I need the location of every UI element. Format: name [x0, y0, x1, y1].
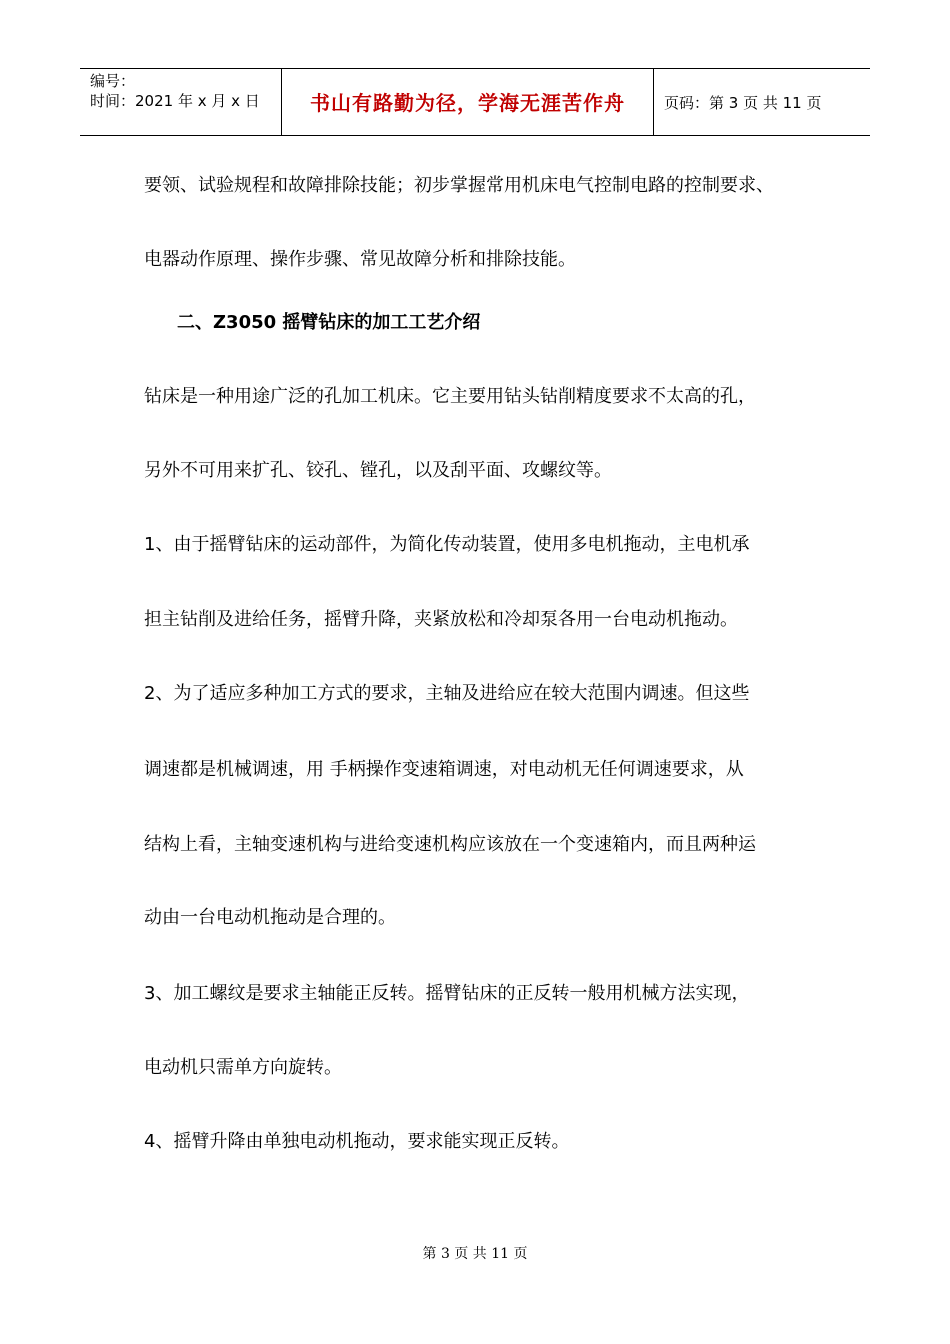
body-text-line: 动由一台电动机拖动是合理的。 — [144, 907, 396, 928]
body-text-line: 担主钻削及进给任务，摇臂升降，夹紧放松和冷却泵各用一台电动机拖动。 — [144, 609, 738, 630]
body-text-line: 调速都是机械调速，用 手柄操作变速箱调速，对电动机无任何调速要求，从 — [144, 759, 744, 780]
body-text-line: 要领、试验规程和故障排除技能；初步掌握常用机床电气控制电路的控制要求、 — [144, 175, 774, 196]
header-motto-cell — [282, 69, 654, 135]
document-time-label: 时间：2021 年 x 月 x 日 — [90, 92, 260, 110]
page-footer: 第 3 页 共 11 页 — [422, 1246, 528, 1262]
header-page-cell — [654, 69, 870, 135]
body-text-line: 钻床是一种用途广泛的孔加工机床。它主要用钻头钻削精度要求不太高的孔， — [144, 386, 756, 407]
header-page-info: 页码：第 3 页 共 11 页 — [664, 94, 822, 112]
body-text-line: 1、由于摇臂钻床的运动部件，为简化传动装置，使用多电机拖动，主电机承 — [144, 534, 750, 555]
body-text-line: 4、摇臂升降由单独电动机拖动，要求能实现正反转。 — [144, 1131, 570, 1152]
document-header — [80, 68, 870, 136]
body-text-line: 结构上看，主轴变速机构与进给变速机构应该放在一个变速箱内，而且两种运 — [144, 834, 756, 855]
body-text-line: 电动机只需单方向旋转。 — [144, 1057, 342, 1078]
body-text-line: 另外不可用来扩孔、铰孔、镗孔，以及刮平面、攻螺纹等。 — [144, 460, 612, 481]
body-text-line: 2、为了适应多种加工方式的要求，主轴及进给应在较大范围内调速。但这些 — [144, 683, 750, 704]
document-number-label: 编号： — [90, 72, 136, 90]
header-meta-cell — [80, 69, 282, 135]
body-text-line: 3、加工螺纹是要求主轴能正反转。摇臂钻床的正反转一般用机械方法实现， — [144, 983, 750, 1004]
body-text-line: 电器动作原理、操作步骤、常见故障分析和排除技能。 — [144, 249, 576, 270]
section-heading: 二、Z3050 摇臂钻床的加工工艺介绍 — [177, 312, 481, 333]
header-motto: 书山有路勤为径，学海无涯苦作舟 — [310, 91, 625, 115]
